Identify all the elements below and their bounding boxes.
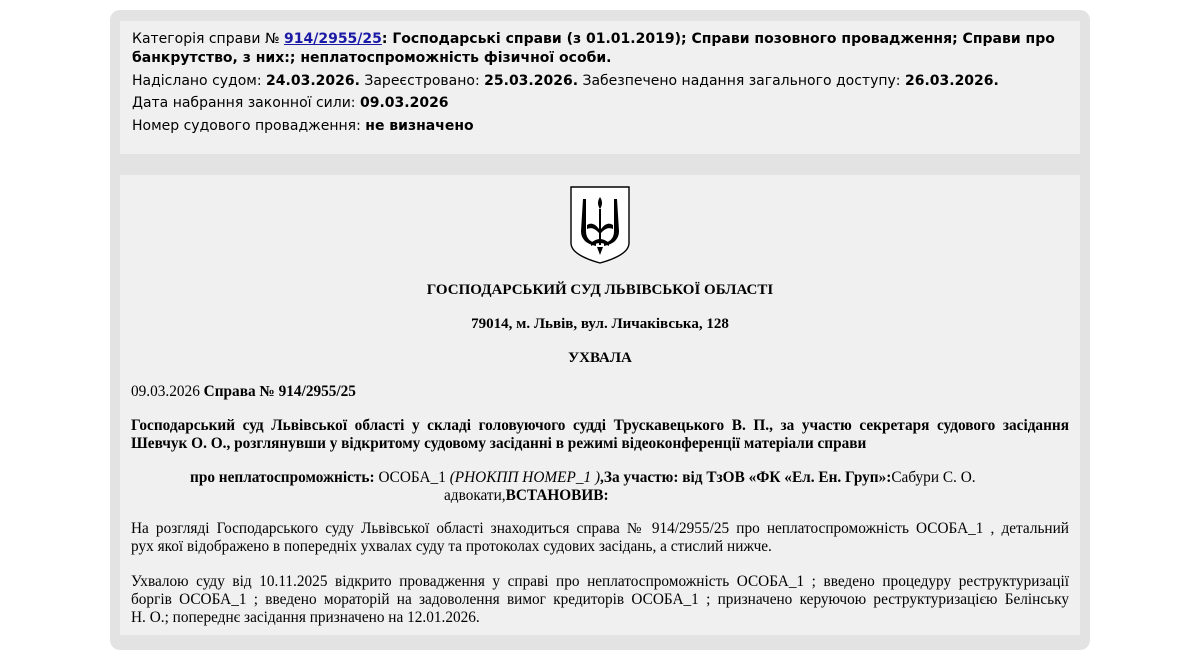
established-line bbox=[444, 487, 844, 505]
date-case-line bbox=[131, 383, 1069, 401]
document-type: УХВАЛА bbox=[568, 350, 632, 366]
trident-emblem-icon bbox=[569, 185, 631, 265]
sent-date: 24.03.2026. bbox=[266, 73, 360, 89]
paragraph-2-line-2: боргів ОСОБА_1 ; введено мораторій на задоволення вимог кредиторів ОСОБА_1 ; призначено керуючою реструктуризацією Белінську bbox=[131, 591, 1069, 608]
case-metadata-panel bbox=[120, 21, 1080, 154]
category-text: : Господарські справи (з 01.01.2019); Справи позовного провадження; Справи про bbox=[381, 31, 1055, 47]
case-number: Справа № 914/2955/25 bbox=[203, 383, 356, 400]
category-text-2: банкрутство, з них:; неплатоспроможність фізичної особи. bbox=[132, 50, 612, 66]
category-line bbox=[132, 30, 1055, 49]
parties-line bbox=[190, 469, 1030, 487]
effective-label: Дата набрання законної сили: bbox=[132, 95, 356, 111]
registered-label: Зареєстровано: bbox=[364, 73, 480, 89]
court-address: 79014, м. Львів, вул. Личаківська, 128 bbox=[471, 316, 729, 332]
established-heading: ВСТАНОВИВ: bbox=[505, 487, 609, 504]
intro-line-1: Господарський суд Львівської області у складі головуючого судді Трускавецького В. П., за участю секретаря судового засідання bbox=[131, 417, 1069, 434]
participation-text: ,За участю: від ТзОВ «ФК «Ел. Ен. Груп»: bbox=[600, 469, 892, 486]
debtor-person: ОСОБА_1 bbox=[378, 469, 446, 486]
access-label: Забезпечено надання загального доступу: bbox=[582, 73, 901, 89]
dates-line bbox=[132, 72, 999, 91]
case-number-link[interactable]: 914/2955/25 bbox=[284, 31, 382, 47]
proceeding-value: не визначено bbox=[365, 118, 474, 134]
category-label: Категорія справи № bbox=[132, 31, 280, 47]
proceeding-label: Номер судового провадження: bbox=[132, 118, 361, 134]
proceeding-line bbox=[132, 117, 474, 136]
intro-line-2: Шевчук О. О., розглянувши у відкритому судовому засіданні в режимі відеоконференції матеріали справи bbox=[131, 435, 867, 452]
debtor-rnokpp: (РНОКПП НОМЕР_1 ) bbox=[449, 469, 601, 486]
paragraph-2-line-1: Ухвалою суду від 10.11.2025 відкрито провадження у справі про неплатоспроможність ОСОБА_1 ; введено процедуру реструктуризації bbox=[131, 573, 1069, 590]
insolvency-label: про неплатоспроможність: bbox=[190, 469, 375, 486]
registered-date: 25.03.2026. bbox=[484, 73, 579, 89]
paragraph-2-line-3: Н. О.; попереднє засідання призначено на 12.01.2026. bbox=[131, 609, 480, 626]
ruling-date: 09.03.2026 bbox=[131, 383, 200, 400]
ruling-document bbox=[120, 175, 1080, 635]
sent-label: Надіслано судом: bbox=[132, 73, 262, 89]
access-date: 26.03.2026. bbox=[904, 73, 999, 89]
lawyer-label: адвокати, bbox=[444, 487, 506, 504]
participant-name: Сабури С. О. bbox=[891, 469, 976, 486]
paragraph-1-line-1: На розгляді Господарського суду Львівської області знаходиться справа № 914/2955/25 про неплатоспроможність ОСОБА_1 , детальний bbox=[131, 520, 1069, 537]
category-line-2 bbox=[132, 49, 611, 68]
court-name: ГОСПОДАРСЬКИЙ СУД ЛЬВІВСЬКОЇ ОБЛАСТІ bbox=[426, 282, 774, 298]
effective-date: 09.03.2026 bbox=[359, 95, 449, 111]
paragraph-1-line-2: рух якої відображено в попередніх ухвалах суду та протоколах судових засідань, а стислий нижче. bbox=[131, 538, 772, 555]
effective-date-line bbox=[132, 94, 449, 113]
